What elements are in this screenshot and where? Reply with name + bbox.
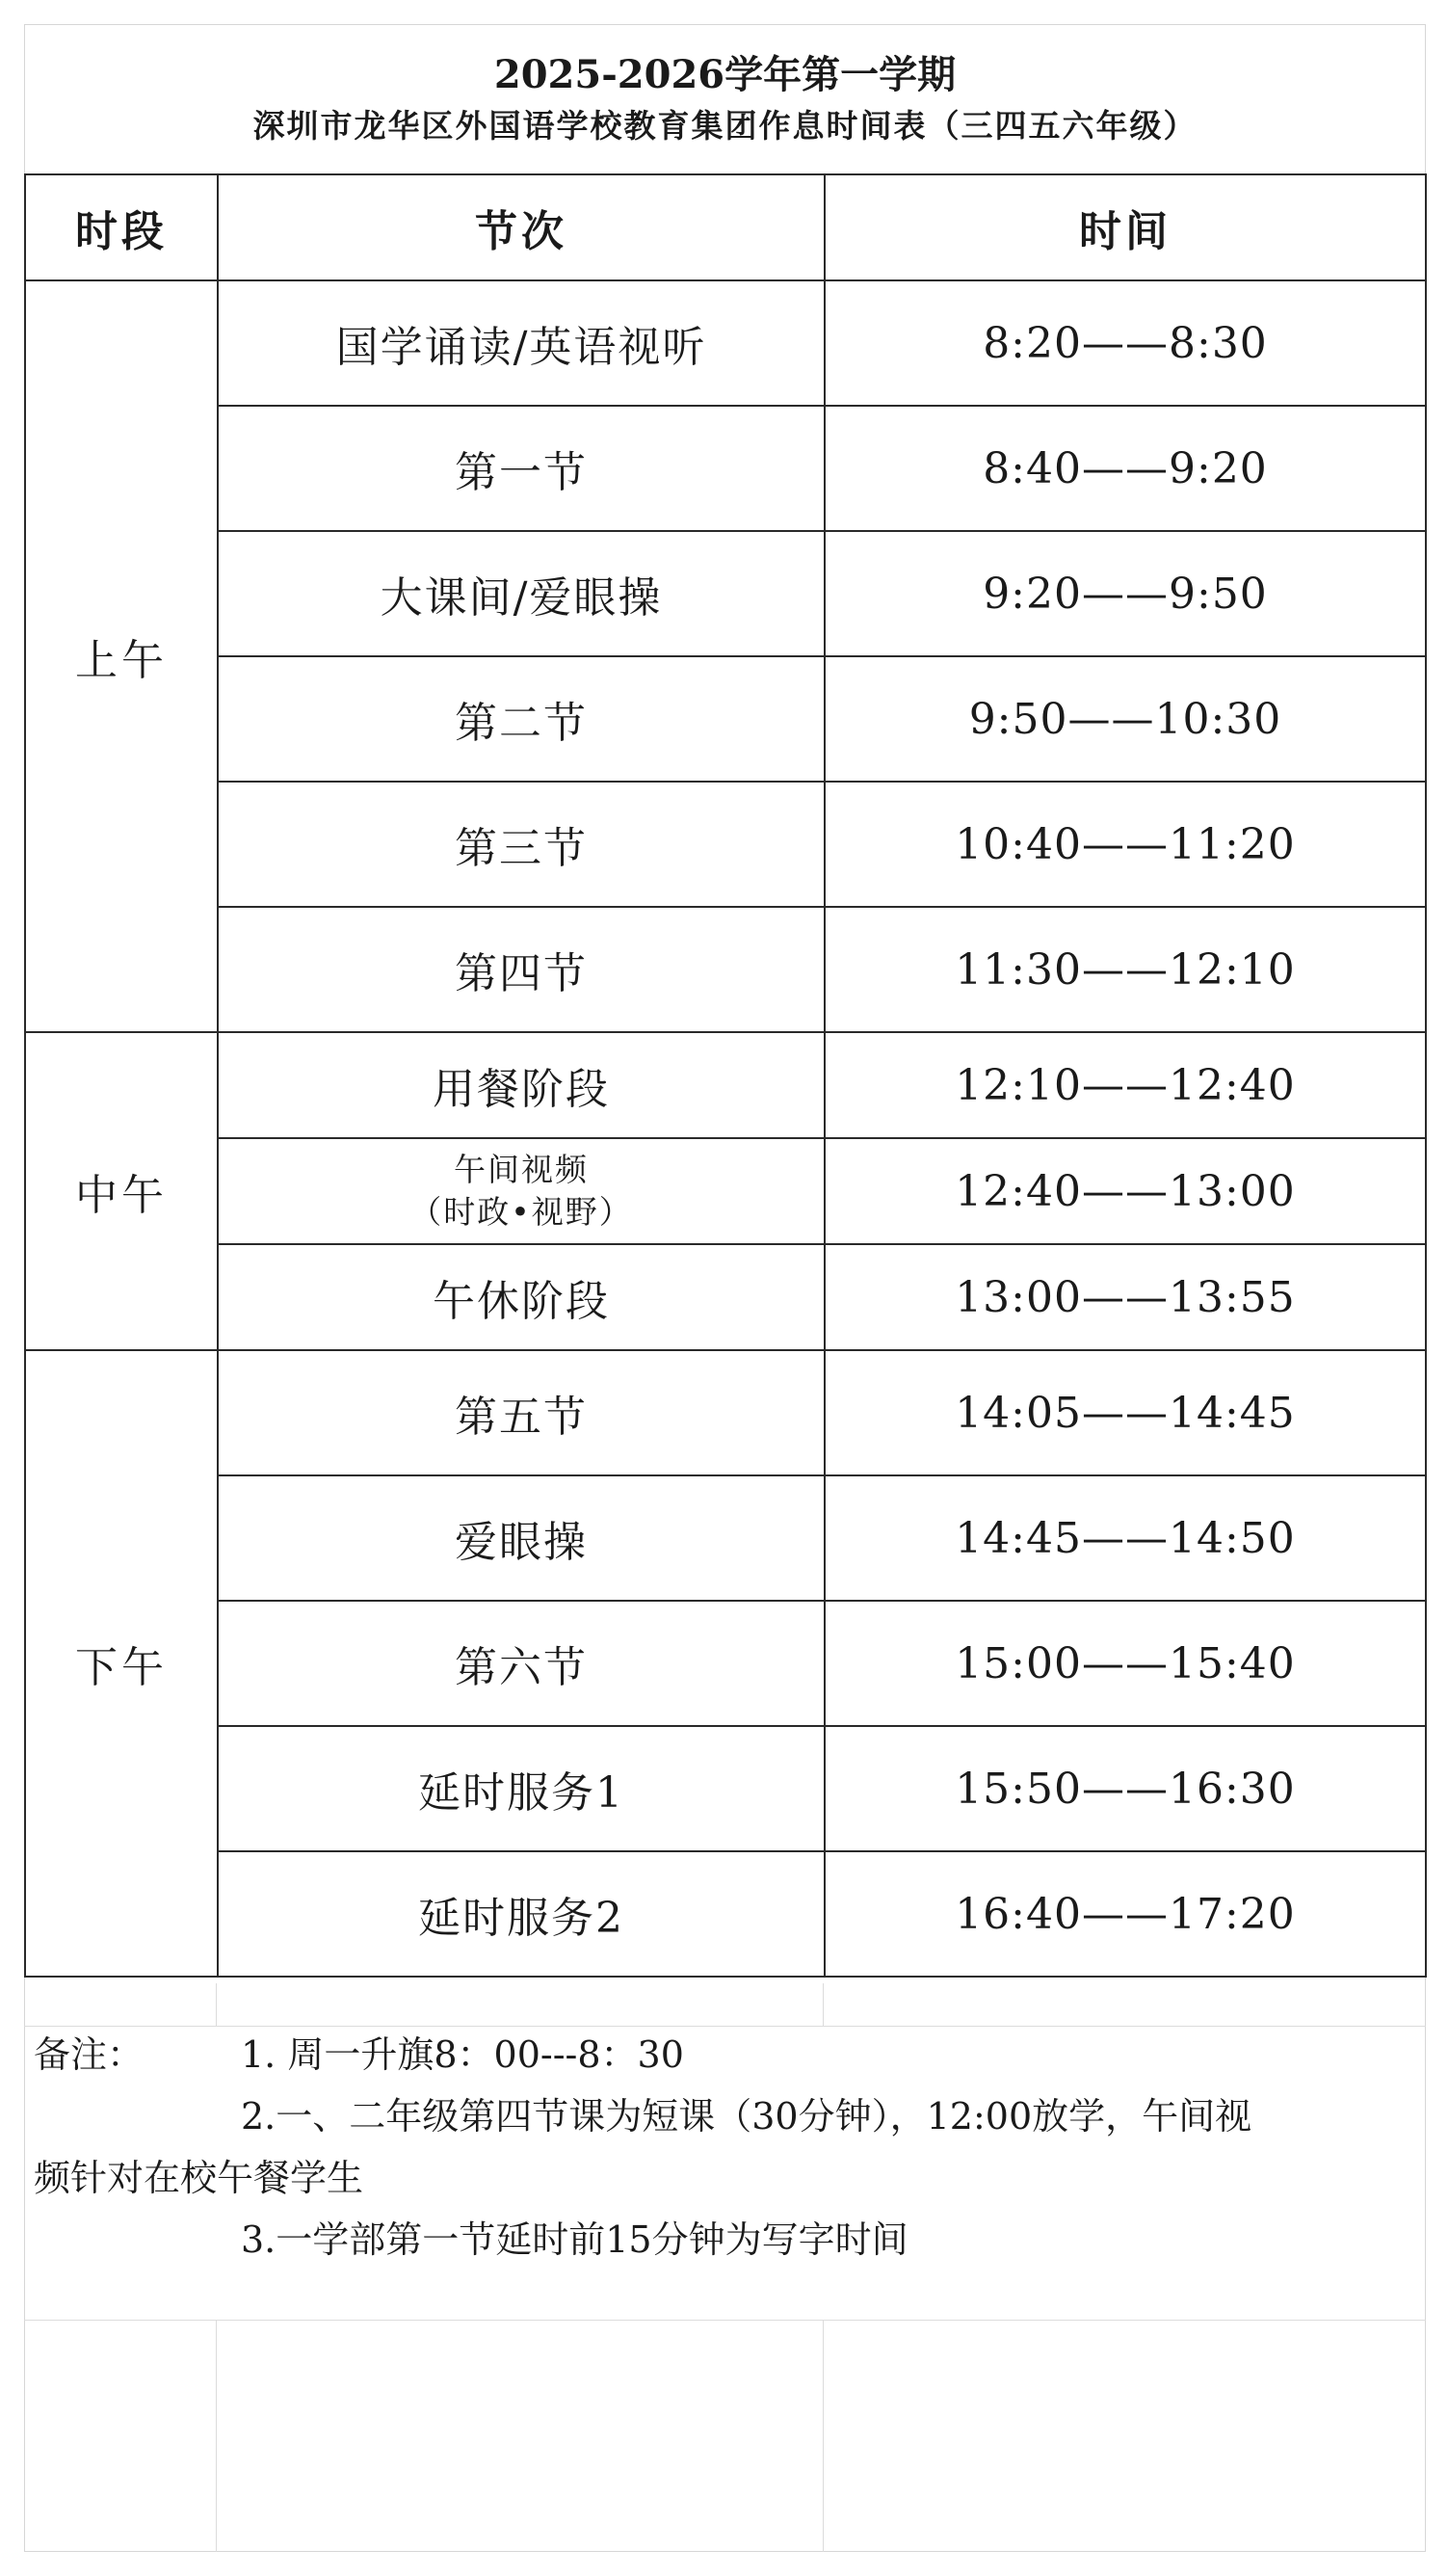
header-time: 时间 (825, 174, 1426, 280)
period-cell: 第三节 (218, 782, 825, 907)
note-line-2-continued: 频针对在校午餐学生 (34, 2157, 364, 2199)
page-title: 2025-2026学年第一学期 (493, 52, 957, 97)
time-cell: 14:45——14:50 (825, 1475, 1426, 1601)
table-row (25, 1244, 1426, 1350)
table-row (25, 1475, 1426, 1601)
page-subtitle: 深圳市龙华区外国语学校教育集团作息时间表（三四五六年级） (252, 107, 1198, 145)
notes-section (34, 2024, 1411, 2271)
table-row (25, 1726, 1426, 1851)
time-cell: 10:40——11:20 (825, 782, 1426, 907)
period-cell: 午休阶段 (218, 1244, 825, 1350)
gridline (216, 1983, 217, 2026)
table-row (25, 907, 1426, 1032)
period-line: 午间视频 (454, 1151, 589, 1188)
time-cell: 14:05——14:45 (825, 1350, 1426, 1475)
period-cell: 第二节 (218, 656, 825, 782)
note-line-2: 2.一、二年级第四节课为短课（30分钟），12:00放学，午间视 (241, 2095, 1252, 2138)
segment-afternoon: 下午 (25, 1350, 218, 1977)
time-cell: 9:20——9:50 (825, 531, 1426, 656)
segment-morning: 上午 (25, 280, 218, 1032)
time-cell: 16:40——17:20 (825, 1851, 1426, 1977)
header-segment: 时段 (25, 174, 218, 280)
period-cell: 用餐阶段 (218, 1032, 825, 1138)
period-line: （时政•视野） (409, 1193, 633, 1231)
table-row (25, 656, 1426, 782)
schedule-table (24, 173, 1427, 1978)
header-period: 节次 (218, 174, 825, 280)
time-cell: 12:40——13:00 (825, 1138, 1426, 1244)
time-cell: 12:10——12:40 (825, 1032, 1426, 1138)
time-cell: 15:50——16:30 (825, 1726, 1426, 1851)
table-row (25, 280, 1426, 406)
period-cell: 延时服务1 (218, 1726, 825, 1851)
period-cell: 第五节 (218, 1350, 825, 1475)
table-row (25, 1851, 1426, 1977)
time-cell: 15:00——15:40 (825, 1601, 1426, 1726)
gridline (823, 1983, 824, 2026)
segment-noon: 中午 (25, 1032, 218, 1350)
time-cell: 8:20——8:30 (825, 280, 1426, 406)
notes-label: 备注： (34, 2033, 145, 2076)
time-cell: 13:00——13:55 (825, 1244, 1426, 1350)
note-line-1 (34, 2024, 1411, 2085)
table-row (25, 406, 1426, 531)
gridline (216, 2320, 217, 2552)
time-cell: 9:50——10:30 (825, 656, 1426, 782)
table-row (25, 531, 1426, 656)
period-cell: 大课间/爱眼操 (218, 531, 825, 656)
period-cell: 国学诵读/英语视听 (218, 280, 825, 406)
period-cell (218, 1138, 825, 1244)
time-cell: 8:40——9:20 (825, 406, 1426, 531)
period-cell: 第一节 (218, 406, 825, 531)
period-cell: 爱眼操 (218, 1475, 825, 1601)
table-row (25, 1138, 1426, 1244)
note-line-3: 3.一学部第一节延时前15分钟为写字时间 (241, 2218, 908, 2261)
gridline (24, 2320, 1426, 2321)
gridline (823, 2320, 824, 2552)
table-row (25, 1032, 1426, 1138)
period-cell: 第四节 (218, 907, 825, 1032)
period-cell: 第六节 (218, 1601, 825, 1726)
note-text: 1. 周一升旗8：00---8：30 (241, 2033, 684, 2076)
table-row (25, 1601, 1426, 1726)
header-row (25, 174, 1426, 280)
table-row (25, 1350, 1426, 1475)
table-row (25, 782, 1426, 907)
period-cell: 延时服务2 (218, 1851, 825, 1977)
time-cell: 11:30——12:10 (825, 907, 1426, 1032)
